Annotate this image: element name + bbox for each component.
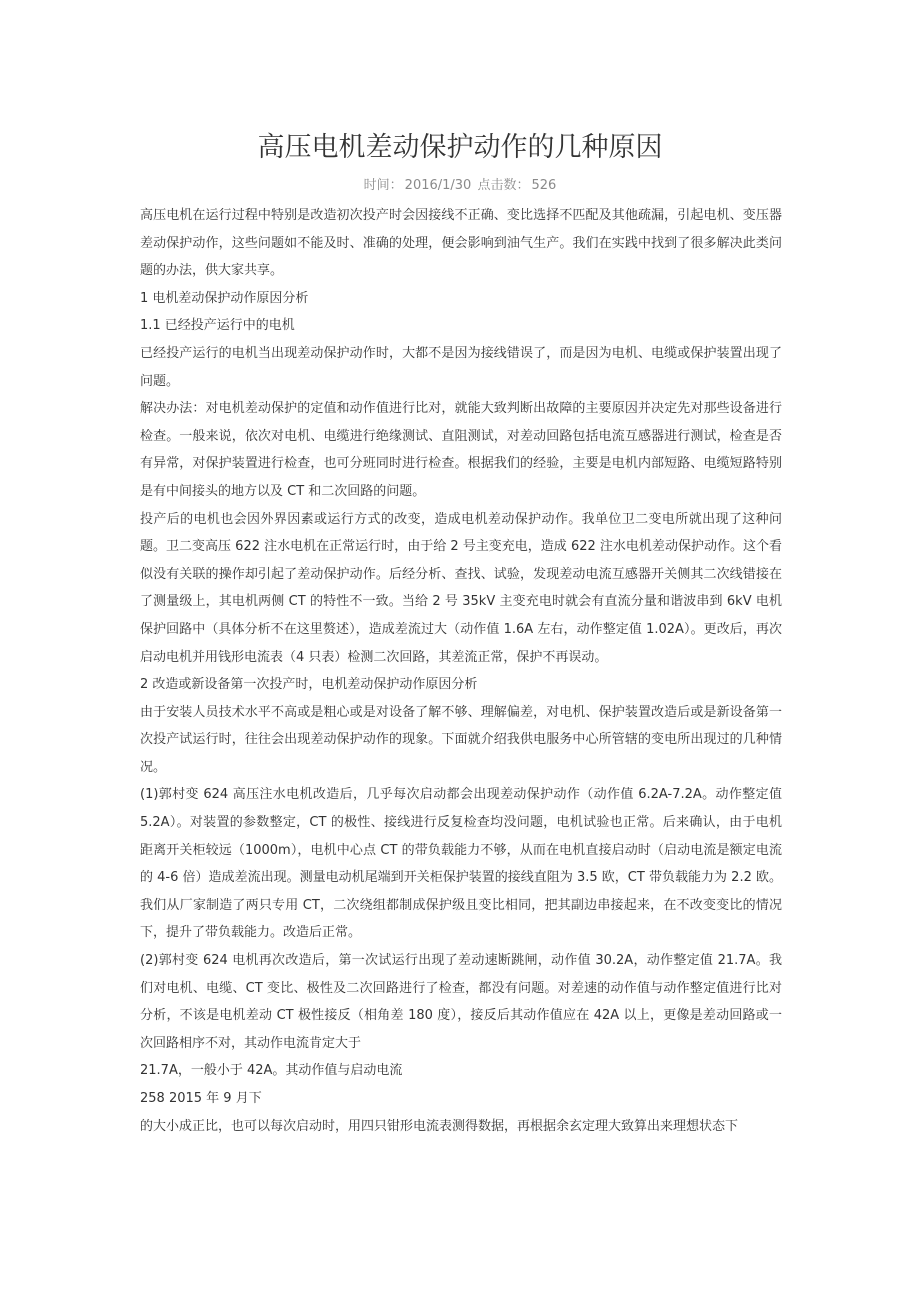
paragraph: (1)郭村变 624 高压注水电机改造后，几乎每次启动都会出现差动保护动作（动作值 6.2A-7.2A。动作整定值 5.2A）。对装置的参数整定，CT 的极性、接线进行反复检查均没问题，电机试验也正常。后来确认，由于电机距离开关柜较远（1000m），电机中心点 CT 的带负载能力不够，从而在电机直接启动时（启动电流是额定电流的 4-6 倍）造成差流出现。测量电动机尾端到开关柜保护装置的接线直阻为 3.5 欧，CT 带负载能力为 2.2 欧。我们从厂家制造了两只专用 CT，二次绕组都制成保护级且变比相同，把其副边串接起来，在不改变变比的情况下，提升了带负载能力。改造后正常。 [140, 787, 782, 941]
article-title: 高压电机差动保护动作的几种原因 [257, 132, 663, 163]
article-body [140, 202, 782, 1140]
section-heading: 1 电机差动保护动作原因分析 [140, 290, 309, 306]
time-label: 时间： [363, 178, 403, 193]
paragraph: 解决办法：对电机差动保护的定值和动作值进行比对，就能大致判断出故障的主要原因并决定先对那些设备进行检查。一般来说，依次对电机、电缆进行绝缘测试、直阻测试，对差动回路包括电流互感器进行测试，检查是否有异常，对保护装置进行检查，也可分班同时进行检查。根据我们的经验，主要是电机内部短路、电缆短路特别是有中间接头的地方以及 CT 和二次回路的问题。 [140, 401, 782, 499]
paragraph: 投产后的电机也会因外界因素或运行方式的改变，造成电机差动保护动作。我单位卫二变电所就出现了这种问题。卫二变高压 622 注水电机在正常运行时，由于给 2 号主变充电，造成 622 注水电机差动保护动作。这个看似没有关联的操作却引起了差动保护动作。后经分析、查找、试验，发现差动电流互感器开关侧其二次线错接在了测量级上，其电机两侧 CT 的特性不一致。当给 2 号 35kV 主变充电时就会有直流分量和谐波串到 6kV 电机保护回路中（具体分析不在这里赘述），造成差流过大（动作值 1.6A 左右，动作整定值 1.02A）。更改后，再次启动电机并用钱形电流表（4 只表）检测二次回路，其差流正常，保护不再误动。 [140, 511, 782, 665]
click-count: 526 [531, 178, 557, 193]
paragraph: 已经投产运行的电机当出现差动保护动作时，大都不是因为接线错误了，而是因为电机、电缆或保护装置出现了问题。 [140, 345, 782, 389]
paragraph: 21.7A，一般小于 42A。其动作值与启动电流 [140, 1063, 403, 1079]
clicks-label: 点击数： [477, 178, 530, 193]
paragraph: 由于安装人员技术水平不高或是粗心或是对设备了解不够、理解偏差，对电机、保护装置改造后或是新设备第一次投产试运行时，往往会出现差动保护动作的现象。下面就介绍我供电服务中心所管辖的变电所出现过的几种情况。 [140, 704, 782, 775]
publish-date: 2016/1/30 [404, 178, 472, 193]
paragraph: 的大小成正比，也可以每次启动时，用四只钳形电流表测得数据，再根据余玄定理大致算出来理想状态下 [140, 1118, 739, 1134]
page-footer-text: 258 2015 年 9 月下 [140, 1091, 262, 1106]
paragraph: (2)郭村变 624 电机再次改造后，第一次试运行出现了差动速断跳闸，动作值 30.2A，动作整定值 21.7A。我们对电机、电缆、CT 变比、极性及二次回路进行了检查，都没有问题。对差速的动作值与动作整定值进行比对分析，不该是电机差动 CT 极性接反（相角差 180 度），接反后其动作值应在 42A 以上，更像是差动回路或一次回路相序不对，其动作电流肯定大于 [140, 953, 782, 1051]
paragraph: 高压电机在运行过程中特别是改造初次投产时会因接线不正确、变比选择不匹配及其他疏漏，引起电机、变压器差动保护动作，这些问题如不能及时、准确的处理，便会影响到油气生产。我们在实践中找到了很多解决此类问题的办法，供大家共享。 [140, 208, 782, 279]
article-meta [0, 176, 920, 196]
subsection-heading: 1.1 已经投产运行中的电机 [140, 318, 295, 334]
section-heading: 2 改造或新设备第一次投产时，电机差动保护动作原因分析 [140, 677, 478, 693]
